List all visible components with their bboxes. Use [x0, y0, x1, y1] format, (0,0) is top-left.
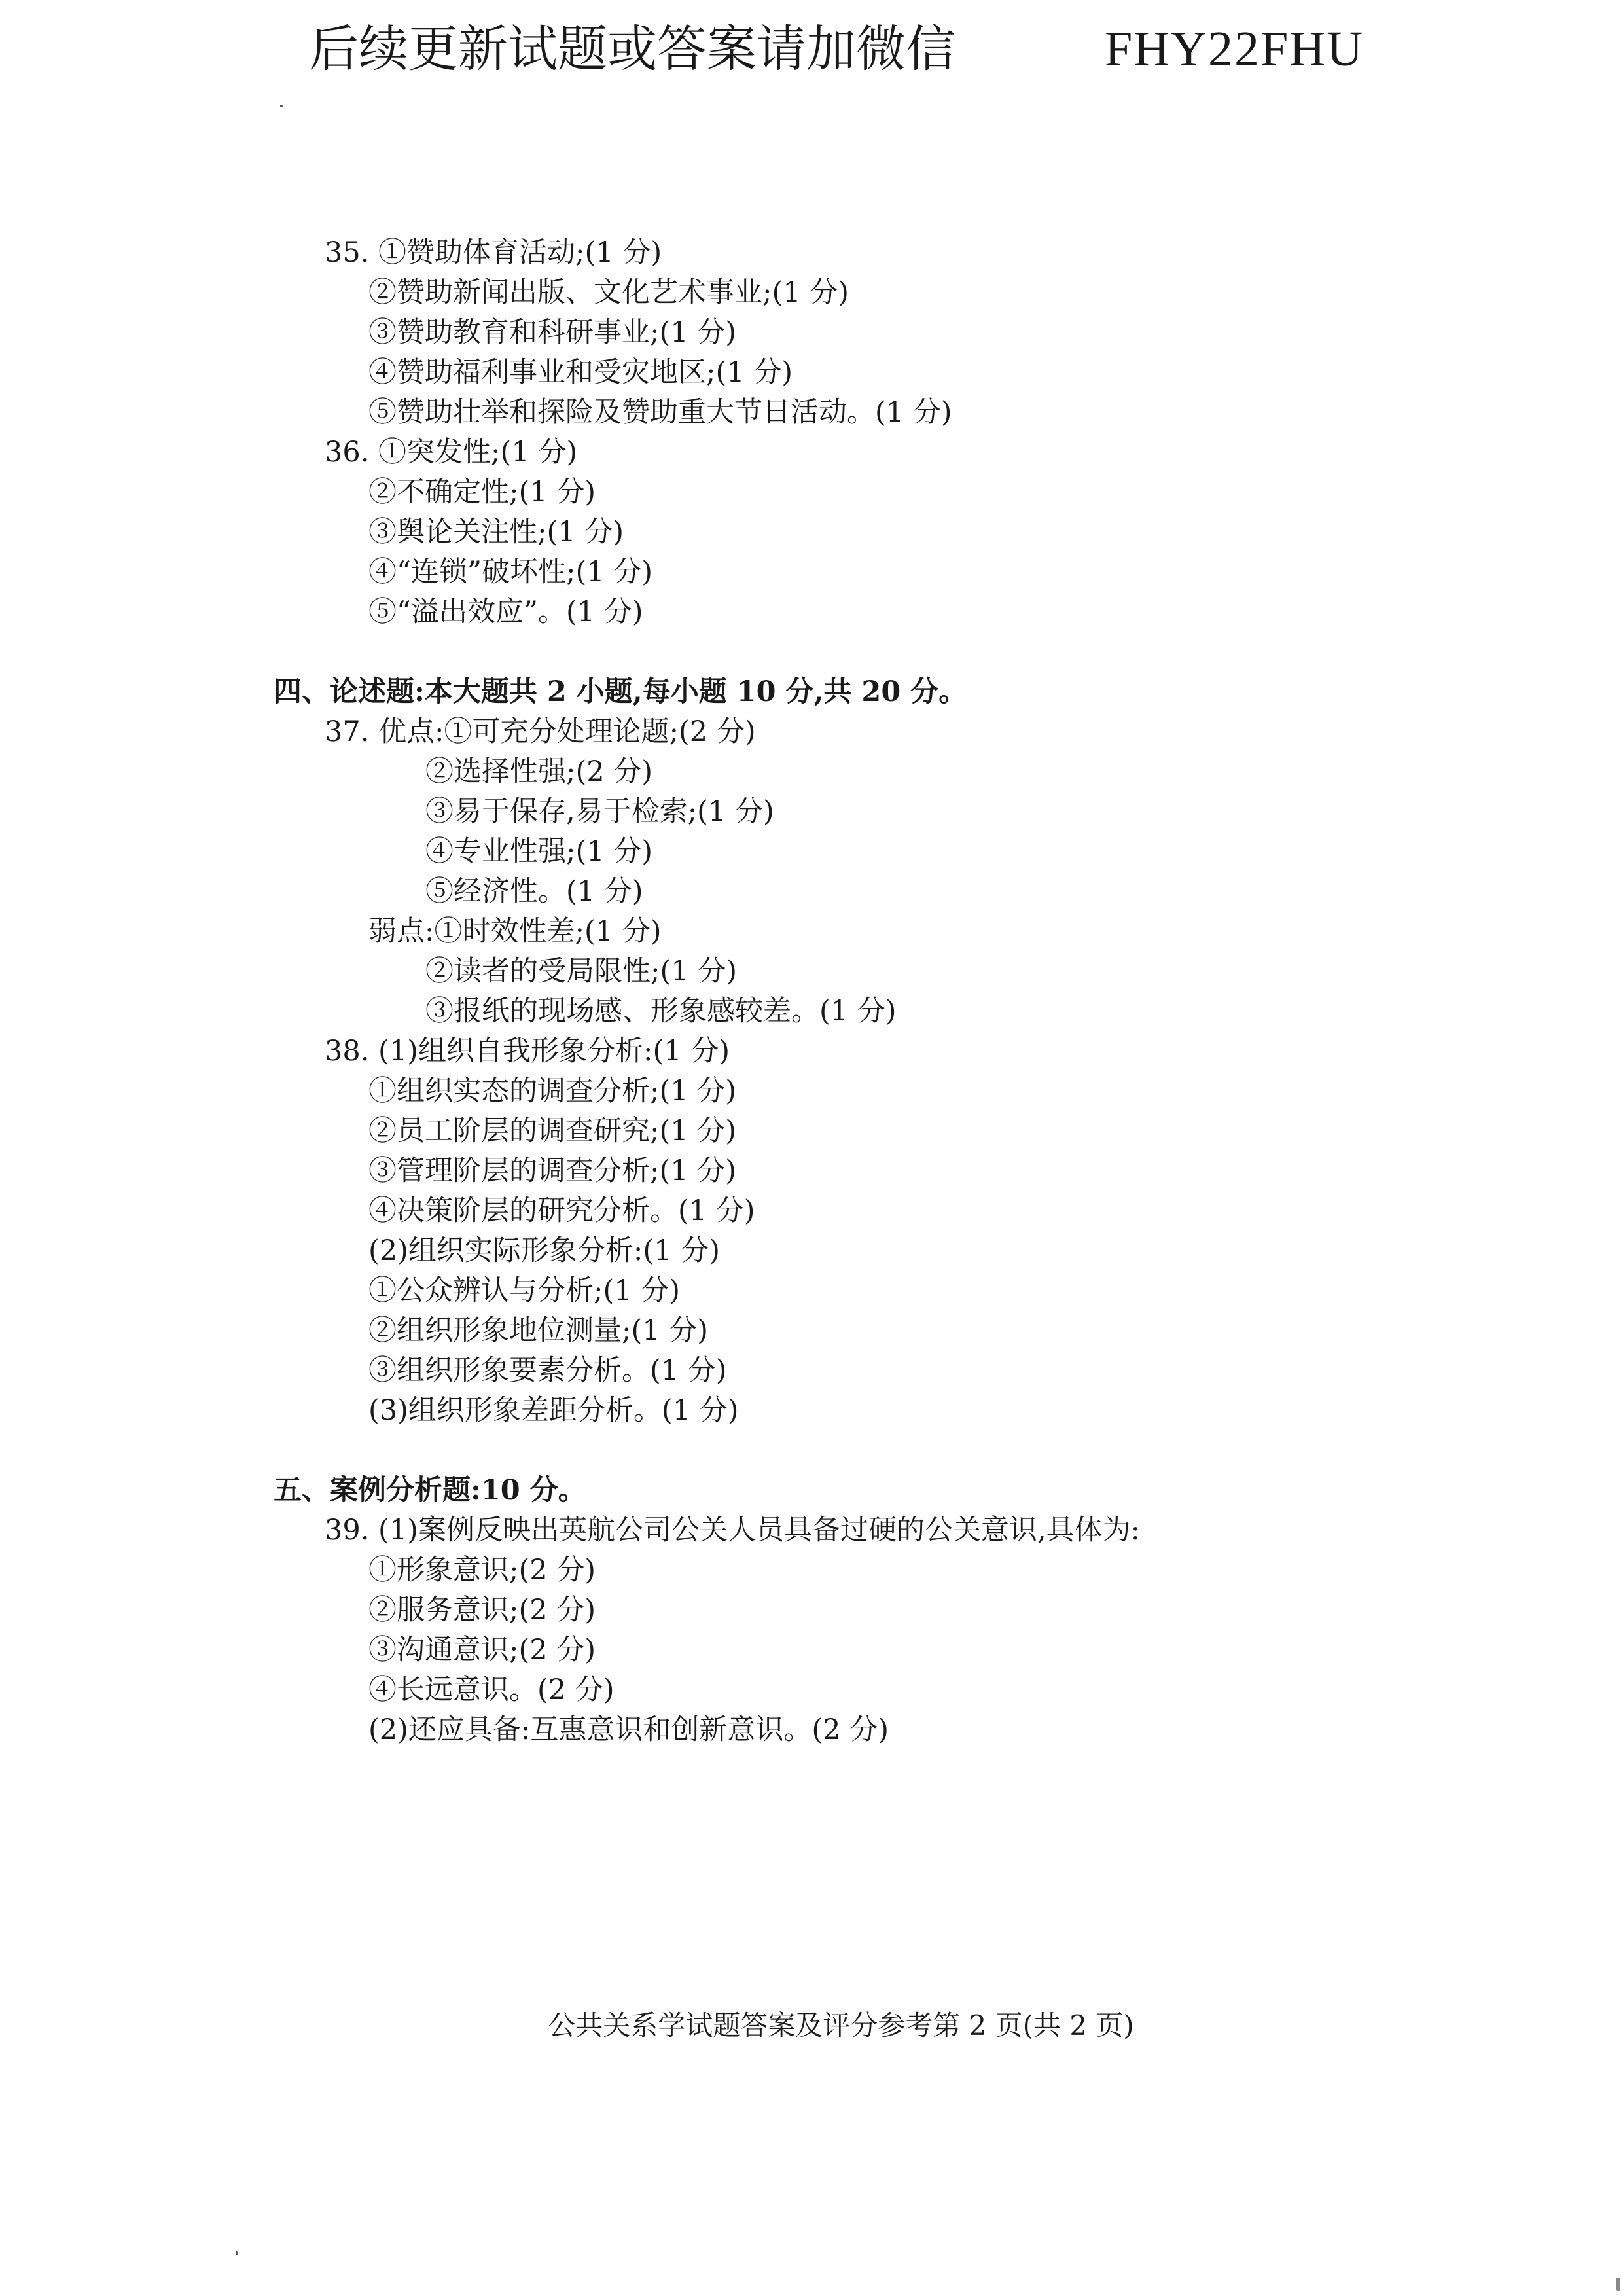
scan-speck [1616, 2278, 1620, 2291]
q39-line-3: ②服务意识;(2 分) [368, 1594, 596, 1626]
header-code: FHY22FHU [1105, 22, 1364, 77]
q38-line-8: ②组织形象地位测量;(1 分) [368, 1314, 709, 1347]
q35-line-5: ⑤赞助壮举和探险及赞助重大节日活动。(1 分) [368, 396, 952, 429]
q38-line-6: (2)组织实际形象分析:(1 分) [368, 1234, 720, 1267]
q38-line-5: ④决策阶层的研究分析。(1 分) [368, 1194, 755, 1227]
q38-line-2: ①组织实态的调查分析;(1 分) [368, 1075, 737, 1107]
q39-line-5: ④长远意识。(2 分) [368, 1674, 615, 1706]
q37-line-5: ⑤经济性。(1 分) [425, 875, 643, 908]
q38-line-1: 38. (1)组织自我形象分析:(1 分) [325, 1035, 730, 1067]
q36-line-3: ③舆论关注性;(1 分) [368, 516, 624, 548]
q39-line-4: ③沟通意识;(2 分) [368, 1634, 596, 1666]
q38-line-3: ②员工阶层的调查研究;(1 分) [368, 1115, 737, 1147]
scan-speck [236, 2251, 238, 2255]
q38-line-7: ①公众辨认与分析;(1 分) [368, 1274, 681, 1307]
q37-line-4: ④专业性强;(1 分) [425, 835, 653, 868]
q36-line-1: 36. ①突发性;(1 分) [325, 436, 578, 469]
q38-line-9: ③组织形象要素分析。(1 分) [368, 1354, 727, 1387]
scan-speck [280, 105, 283, 107]
q37-line-3: ③易于保存,易于检索;(1 分) [425, 795, 774, 828]
q36-line-2: ②不确定性;(1 分) [368, 476, 596, 509]
section-5-heading: 五、案例分析题:10 分。 [274, 1474, 586, 1507]
q37-line-8: ③报纸的现场感、形象感较差。(1 分) [425, 995, 897, 1028]
section-4-heading: 四、论述题:本大题共 2 小题,每小题 10 分,共 20 分。 [274, 675, 967, 708]
header-text: 后续更新试题或答案请加微信 [309, 20, 955, 78]
q39-line-1: 39. (1)案例反映出英航公司公关人员具备过硬的公关意识,具体为: [325, 1514, 1141, 1547]
q38-line-4: ③管理阶层的调查分析;(1 分) [368, 1155, 737, 1187]
q38-line-10: (3)组织形象差距分析。(1 分) [368, 1394, 739, 1427]
q35-line-1: 35. ①赞助体育活动;(1 分) [325, 236, 662, 269]
q37-line-7: ②读者的受局限性;(1 分) [425, 955, 738, 988]
q35-line-4: ④赞助福利事业和受灾地区;(1 分) [368, 356, 793, 389]
q35-line-3: ③赞助教育和科研事业;(1 分) [368, 316, 737, 349]
q35-line-2: ②赞助新闻出版、文化艺术事业;(1 分) [368, 276, 849, 309]
q39-line-6: (2)还应具备:互惠意识和创新意识。(2 分) [368, 1713, 889, 1746]
q37-line-1: 37. 优点:①可充分处理论题;(2 分) [325, 715, 756, 748]
q39-line-2: ①形象意识;(2 分) [368, 1554, 596, 1587]
page-footer: 公共关系学试题答案及评分参考第 2 页(共 2 页) [548, 2009, 1134, 2041]
q37-line-2: ②选择性强;(2 分) [425, 755, 653, 788]
q37-line-6: 弱点:①时效性差;(1 分) [368, 915, 662, 948]
q36-line-5: ⑤“溢出效应”。(1 分) [368, 596, 643, 628]
q36-line-4: ④“连锁”破坏性;(1 分) [368, 556, 653, 588]
